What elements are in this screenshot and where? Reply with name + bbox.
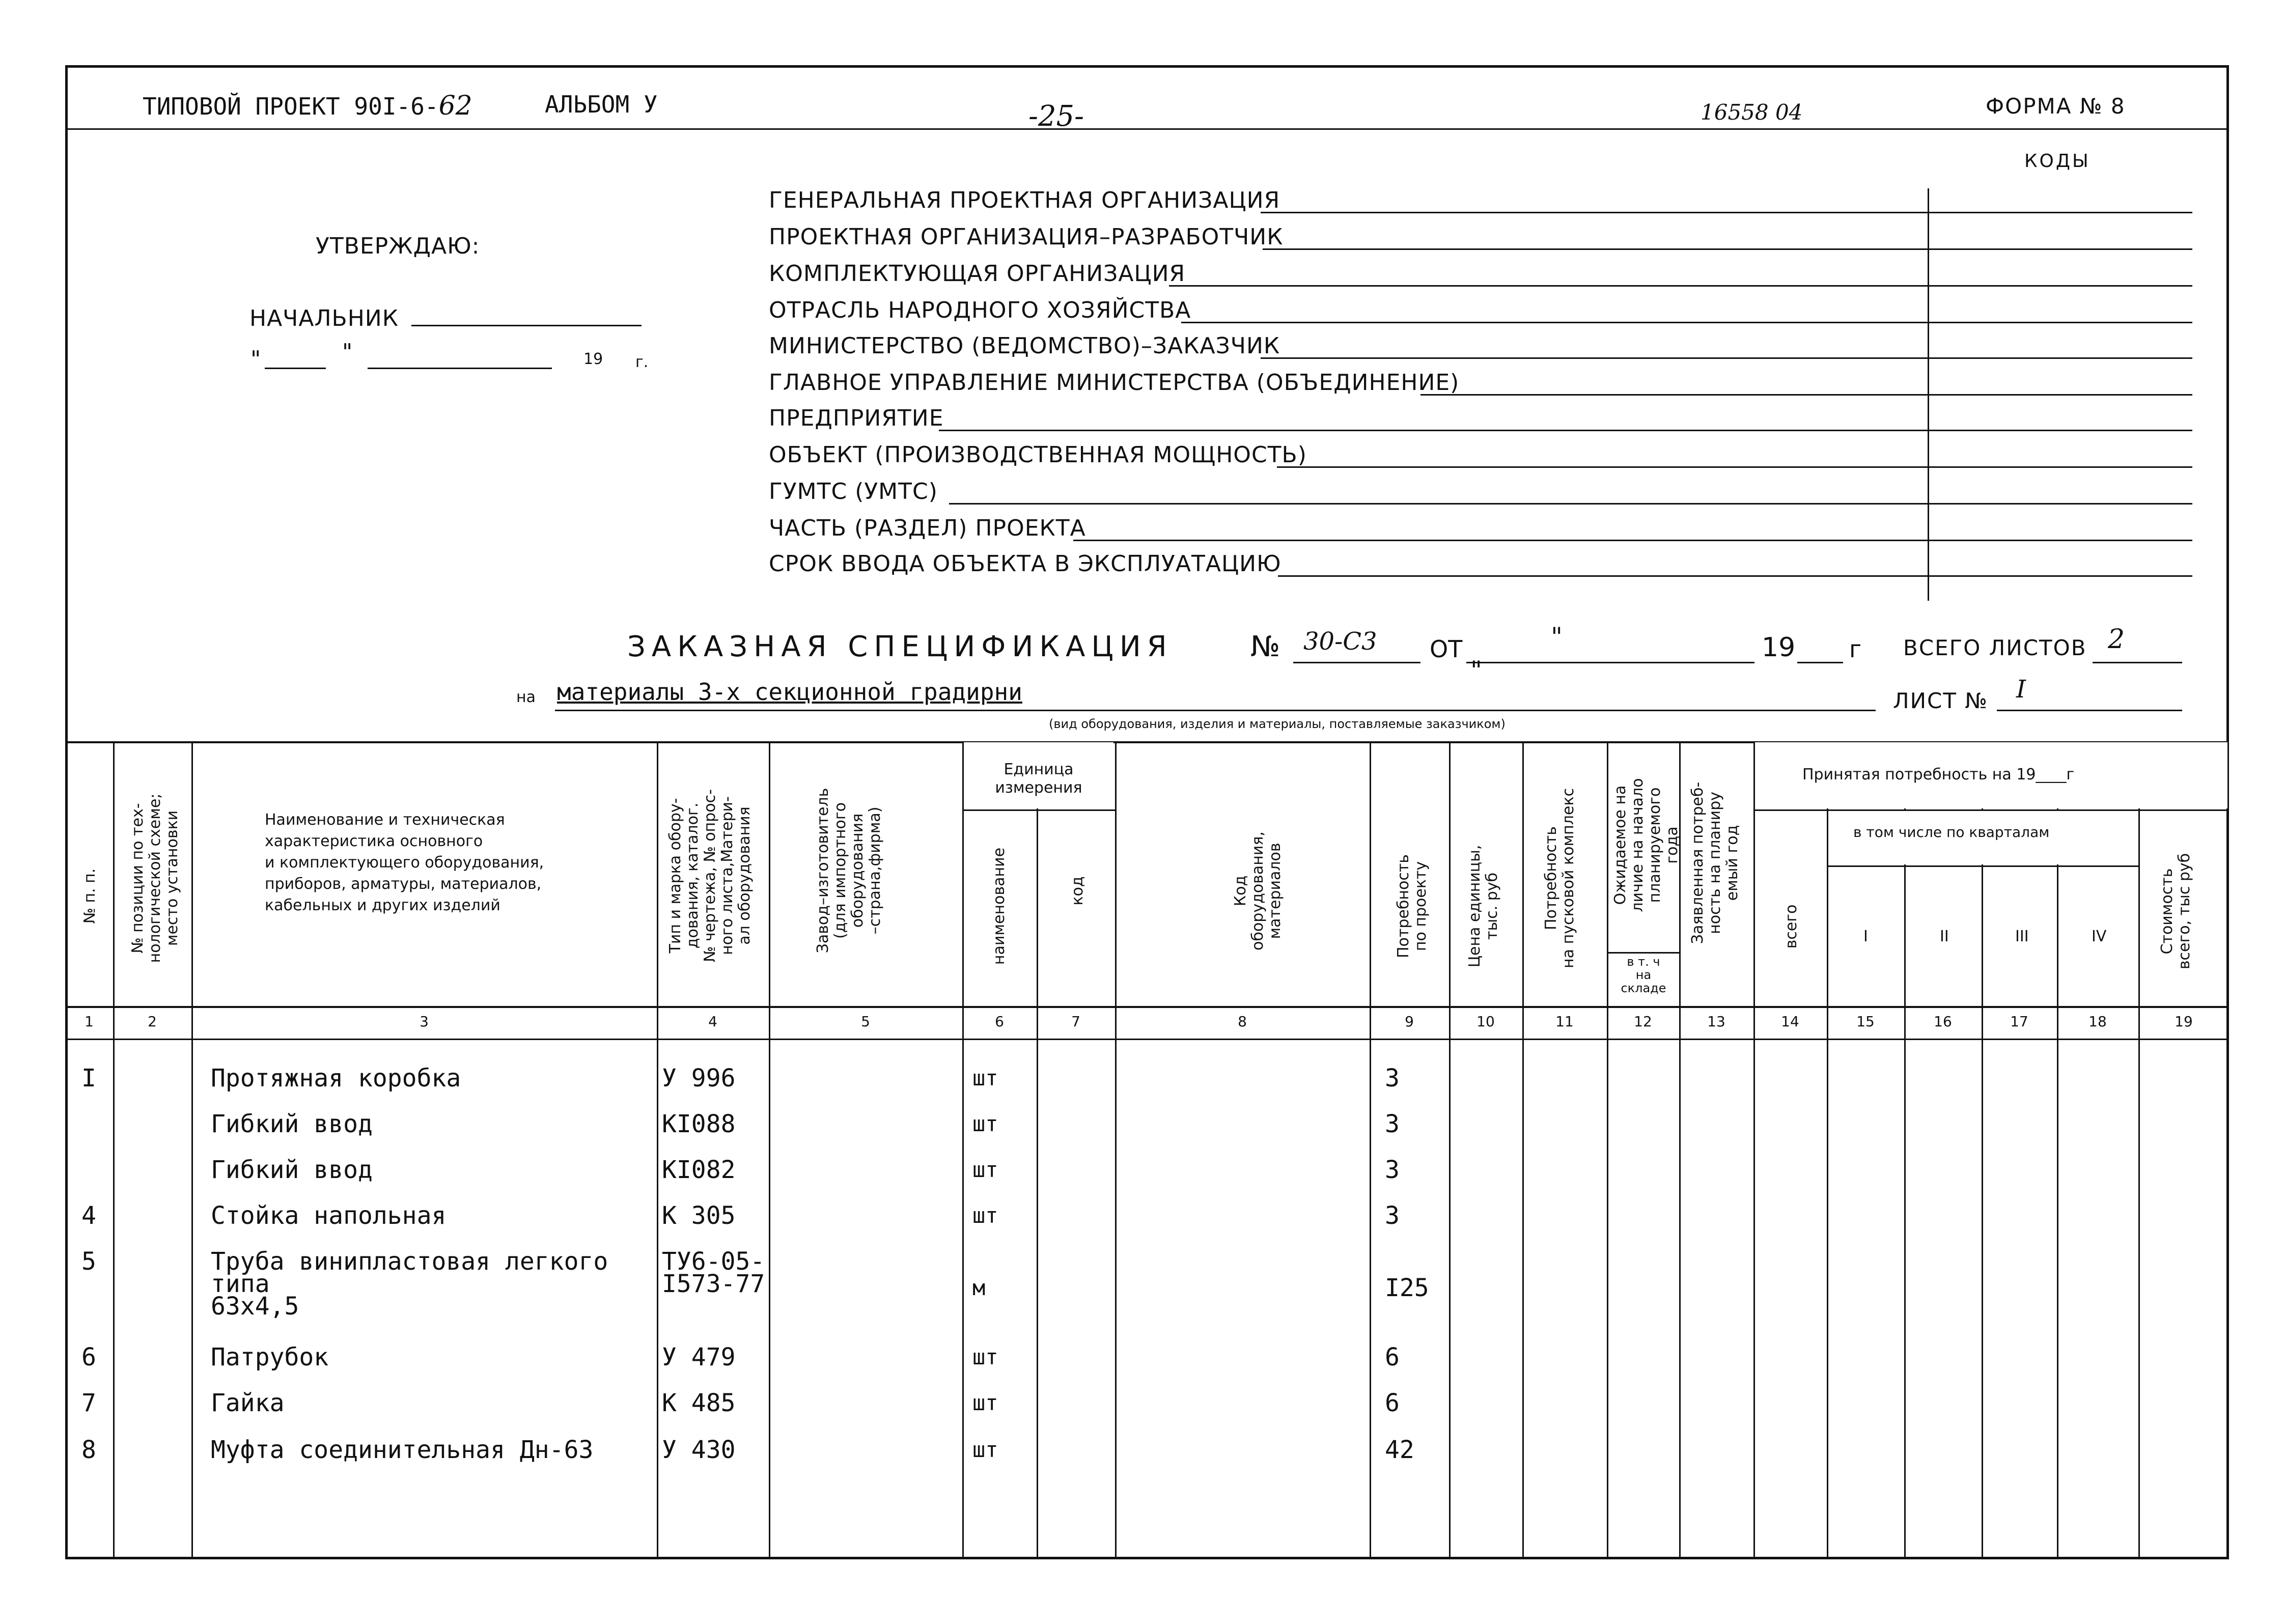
spec-subject: материалы 3-х секционной градирни [557,678,1022,706]
row-7-qty: 6 [1385,1389,1400,1417]
col-divider-3 [657,741,658,1559]
org-field-label-9: ГУМТС (УМТС) [769,479,938,505]
header-divider [65,128,2229,130]
spec-year-line [1797,662,1843,663]
col-number-9: 9 [1405,1013,1414,1030]
row-6-name: Патрубок [211,1343,329,1371]
row-8-name: Муфта соединительная Дн-63 [211,1436,594,1464]
org-field-line-10 [1073,540,1928,541]
header-c13: Заявленная потреб- ность на планиру емый год [1689,781,1741,944]
approve-title: УТВЕРЖДАЮ: [316,233,480,259]
col-divider-accepted-end [2138,809,2140,1006]
row-8-number: 8 [81,1436,96,1464]
spec-title: ЗАКАЗНАЯ СПЕЦИФИКАЦИЯ [627,630,1173,663]
col-number-11: 11 [1555,1013,1574,1030]
header-unit-group: Единица измерения [995,761,1082,797]
spec-date-line [1466,662,1754,663]
row-2-unit: шт [972,1111,998,1136]
approve-year: 19 [583,350,603,368]
col-divider-quarter-2 [1982,865,1983,1006]
header-c18: IV [2092,928,2107,945]
row-7-type: К 485 [662,1389,736,1417]
header-c5: Завод–изготовитель (для импортного оборудования –страна,фирма) [814,788,884,954]
approve-year-suffix: г. [635,353,649,371]
col-divider-10 [1522,741,1524,1559]
col-divider-11 [1607,741,1608,1559]
row-3-qty: 3 [1385,1156,1400,1184]
sheet-no-line [1997,710,2182,711]
project-hand-number: 62 [438,91,472,121]
total-sheets-value: 2 [2108,624,2125,655]
row-7-unit: шт [972,1390,998,1415]
row-3-type: КI082 [662,1156,736,1184]
col-number-7: 7 [1071,1013,1080,1030]
col-number-1: 1 [85,1013,94,1030]
org-field-code-line-8 [1928,466,2192,468]
col-divider-8 [1370,741,1371,1559]
row-5-name: Труба винипластовая легкого типа 63х4,5 [211,1247,608,1321]
org-field-line-8 [1277,466,1928,468]
document-number: 16558 04 [1701,100,1803,125]
col-number-16: 16 [1934,1013,1952,1030]
org-field-line-7 [939,430,1928,431]
row-4-type: К 305 [662,1201,736,1230]
row-6-number: 6 [81,1343,96,1371]
header-c9: Потребность по проекту [1395,854,1430,959]
col-number-12: 12 [1634,1013,1652,1030]
row-5-number: 5 [81,1247,96,1276]
row-7-name: Гайка [211,1389,285,1417]
row-8-unit: шт [972,1437,998,1462]
row-4-number: 4 [81,1201,96,1230]
col-divider-unit-inner [1037,809,1038,1006]
spec-from-label: ОТ [1430,635,1463,663]
org-field-code-line-2 [1928,248,2192,250]
spec-no-value: 30-С3 [1303,627,1377,656]
row-4-qty: 3 [1385,1201,1400,1230]
row-4-unit: шт [972,1203,998,1228]
col-divider-1 [113,741,115,1559]
col-number-10: 10 [1476,1013,1495,1030]
org-field-code-line-7 [1928,430,2192,431]
row-5-qty: I25 [1385,1274,1429,1302]
header-c15: I [1863,928,1868,945]
row-7-number: 7 [81,1389,96,1417]
row-8-type: У 430 [662,1436,736,1464]
org-field-line-5 [1261,357,1928,359]
date-month-line [368,368,552,369]
sheet-no-value: I [2016,675,2026,704]
org-field-label-2: ПРОЕКТНАЯ ОРГАНИЗАЦИЯ–РАЗРАБОТЧИК [769,224,1284,250]
header-c19: Стоимость всего, тыс руб [2158,853,2193,970]
org-field-line-6 [1420,394,1928,396]
col-divider-quarter-1 [1904,865,1906,1006]
col-number-4: 4 [708,1013,717,1030]
header-bottom-border [65,1006,2229,1008]
col-divider-5 [962,741,964,1559]
col-divider-13 [1753,741,1755,1559]
row-6-type: У 479 [662,1343,736,1371]
row-2-qty: 3 [1385,1110,1400,1138]
col-divider-quarter-3 [2057,865,2058,1006]
colnum-bottom-border [65,1039,2229,1040]
col-number-17: 17 [2010,1013,2028,1030]
org-field-label-6: ГЛАВНОЕ УПРАВЛЕНИЕ МИНИСТЕРСТВА (ОБЪЕДИНЕНИЕ) [769,370,1460,396]
header-accepted-group: Принятая потребность на 19____г [1802,766,2075,783]
chief-label: НАЧАЛЬНИК [249,305,399,331]
page-number: -25- [1028,100,1084,133]
header-c6: наименование [990,847,1008,965]
org-field-label-1: ГЕНЕРАЛЬНАЯ ПРОЕКТНАЯ ОРГАНИЗАЦИЯ [769,187,1280,213]
form-label: ФОРМА № 8 [1986,94,2126,119]
org-field-label-7: ПРЕДПРИЯТИЕ [769,405,944,431]
org-field-line-2 [1263,248,1928,250]
col-number-6: 6 [995,1013,1004,1030]
col-number-18: 18 [2088,1013,2107,1030]
col-number-14: 14 [1781,1013,1799,1030]
org-field-code-line-4 [1928,322,2192,323]
col-number-2: 2 [148,1013,157,1030]
spec-no-line [1293,662,1420,663]
header-c2: № позиции по тех- нологической схеме; место установки [129,793,181,963]
org-field-line-1 [1261,212,1928,213]
org-field-line-3 [1169,285,1928,287]
org-field-label-11: СРОК ВВОДА ОБЪЕКТА В ЭКСПЛУАТАЦИЮ [769,551,1281,577]
spec-no-label: № [1250,630,1280,663]
total-sheets-label: ВСЕГО ЛИСТОВ [1903,635,2087,660]
header-c16: II [1940,928,1949,945]
header-quarter-group: в том числе по кварталам [1853,824,2050,841]
org-field-code-line-10 [1928,540,2192,541]
row-2-type: КI088 [662,1110,736,1138]
row-1-name: Протяжная коробка [211,1064,461,1093]
date-quote-open: " [250,346,262,372]
spec-on-label: на [516,688,536,706]
col-divider-2 [191,741,193,1559]
org-field-label-8: ОБЪЕКТ (ПРОИЗВОДСТВЕННАЯ МОЩНОСТЬ) [769,442,1307,468]
date-day-line [265,368,326,369]
project-title [143,91,472,121]
col-number-3: 3 [420,1013,429,1030]
org-field-label-10: ЧАСТЬ (РАЗДЕЛ) ПРОЕКТА [769,515,1086,541]
row-5-unit: м [972,1275,986,1300]
org-field-code-line-6 [1928,394,2192,396]
org-field-code-line-11 [1928,575,2192,577]
col-divider-accepted-inner [1827,809,1828,1006]
row-1-unit: шт [972,1066,998,1090]
header-c12b: в т. ч на складе [1621,955,1666,995]
row-1-number: I [81,1064,96,1093]
row-5-type: ТУ6-05- I573-77 [662,1247,765,1298]
org-field-code-line-1 [1928,212,2192,213]
header-c4: Тип и марка обору- дования, каталог. № чертежа, № опрос- ного листа,Матери- ал оборудования [666,789,754,962]
row-3-name: Гибкий ввод [211,1156,373,1184]
org-field-code-line-5 [1928,357,2192,359]
col-divider-4 [769,741,770,1559]
header-c14: всего [1782,904,1800,949]
header-c8: Код оборудования, материалов [1232,831,1284,950]
org-field-label-4: ОТРАСЛЬ НАРОДНОГО ХОЗЯЙСТВА [769,297,1191,323]
project-label: ТИПОВОЙ ПРОЕКТ 90I-6- [143,93,439,120]
album-label: АЛЬБОМ У [545,91,658,118]
spec-subject-note: (вид оборудования, изделия и материалы, поставляемые заказчиком) [1049,717,1506,731]
spec-year: 19 [1762,632,1796,663]
spec-date-quote-2: " [1470,656,1482,685]
spec-year-suffix: г [1849,635,1862,663]
col-number-15: 15 [1856,1013,1875,1030]
c12-sub-divider [1607,952,1679,954]
col-divider-9 [1449,741,1451,1559]
row-6-unit: шт [972,1345,998,1369]
row-6-qty: 6 [1385,1343,1400,1371]
header-c10: Цена единицы, тыс. руб [1466,845,1501,968]
org-field-code-line-9 [1928,503,2192,505]
org-field-label-3: КОМПЛЕКТУЮЩАЯ ОРГАНИЗАЦИЯ [769,261,1186,287]
date-quote-close: " [342,339,353,365]
col-number-19: 19 [2175,1013,2193,1030]
col-divider-7 [1115,741,1117,1559]
codes-label: КОДЫ [2024,151,2091,172]
chief-signature-line [411,325,642,326]
row-1-qty: 3 [1385,1064,1400,1093]
col-number-13: 13 [1707,1013,1725,1030]
total-sheets-line [2093,662,2182,663]
row-8-qty: 42 [1385,1436,1414,1464]
spec-date-quote: " [1551,622,1563,652]
spec-subject-line [555,710,1876,711]
unit-group-divider [962,809,1115,811]
row-4-name: Стойка напольная [211,1201,447,1230]
row-2-name: Гибкий ввод [211,1110,373,1138]
org-field-code-line-3 [1928,285,2192,287]
header-c12: Ожидаемое на личие на начало планируемого года [1611,778,1681,912]
org-field-label-5: МИНИСТЕРСТВО (ВЕДОМСТВО)–ЗАКАЗЧИК [769,333,1280,359]
header-c3: Наименование и техническая характеристика основного и комплектующего оборудования, приборов, арматуры, материалов, кабельных и других изделий [265,811,544,914]
org-field-line-11 [1278,575,1928,577]
org-field-line-4 [1181,322,1928,323]
col-number-8: 8 [1238,1013,1247,1030]
row-3-unit: шт [972,1157,998,1182]
header-c17: III [2015,928,2029,945]
sheet-no-label: ЛИСТ № [1893,688,1989,713]
row-1-type: У 996 [662,1064,736,1093]
header-c11: Потребность на пусковой комплекс [1542,788,1577,968]
header-c7: код [1069,876,1086,906]
org-field-line-9 [949,503,1928,505]
col-number-5: 5 [861,1013,870,1030]
header-c1: № п. п. [81,868,99,924]
